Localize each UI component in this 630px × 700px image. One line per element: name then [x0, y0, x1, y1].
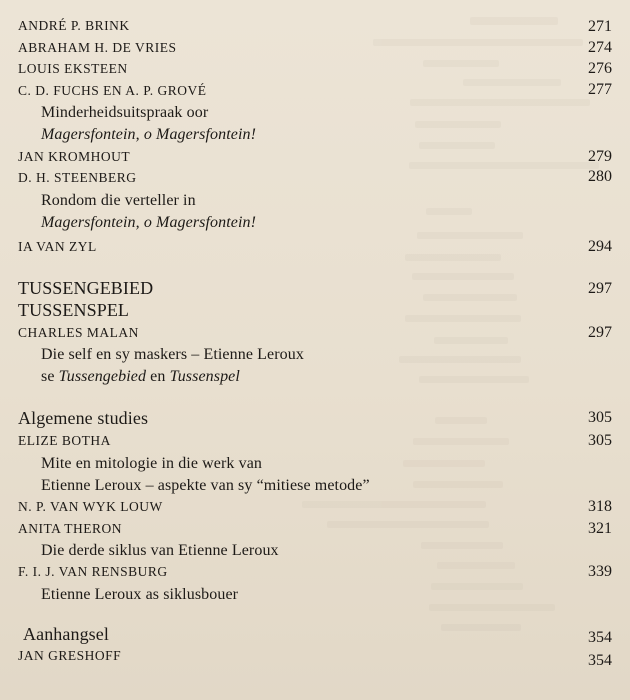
toc-entry [0, 560, 630, 584]
toc-subtitle-line [0, 364, 630, 388]
page-number: 321 [588, 520, 612, 537]
toc-entry [0, 644, 630, 668]
toc-subtitle-line [0, 342, 630, 366]
section-heading-row [0, 406, 630, 430]
author-name: JAN KROMHOUT [18, 149, 131, 164]
section-title: TUSSENGEBIED [18, 278, 154, 298]
toc-subtitle-line [0, 122, 630, 146]
section-title: TUSSENSPEL [18, 300, 130, 320]
article-title: Die self en sy maskers – Etienne Leroux [41, 346, 304, 363]
author-name: ABRAHAM H. DE VRIES [18, 40, 177, 55]
author-name: JAN GRESHOFF [18, 648, 122, 663]
toc-entry [0, 495, 630, 519]
author-name: ELIZE BOTHA [18, 433, 111, 448]
toc-entry [0, 166, 630, 190]
page-number: 339 [588, 563, 612, 580]
page-number: 276 [588, 60, 612, 77]
author-name: F. I. J. VAN RENSBURG [18, 564, 168, 579]
toc-subtitle-line [0, 451, 630, 475]
toc-subtitle-line [0, 473, 630, 497]
author-name: LOUIS EKSTEEN [18, 61, 128, 76]
page-number: 271 [588, 18, 612, 35]
page-number: 274 [588, 39, 612, 56]
title-join: en [146, 368, 170, 385]
page-number: 305 [588, 432, 612, 449]
author-name: C. D. FUCHS EN A. P. GROVÉ [18, 83, 207, 98]
article-title-mixed [41, 369, 240, 385]
article-title: Die derde siklus van Etienne Leroux [41, 542, 279, 559]
section-heading-row [0, 622, 630, 646]
title-prefix: se [41, 368, 59, 385]
section-title: Algemene studies [18, 408, 149, 428]
section-title: Aanhangsel [23, 624, 109, 644]
toc-subtitle-line [0, 188, 630, 212]
page-number: 305 [588, 409, 612, 426]
toc-subtitle-line [0, 582, 630, 606]
author-name: D. H. STEENBERG [18, 170, 137, 185]
article-title-italic: Magersfontein, o Magersfontein! [41, 214, 257, 231]
author-name: N. P. VAN WYK LOUW [18, 499, 163, 514]
title-italic-b: Tussenspel [169, 368, 240, 385]
toc-subtitle-line [0, 100, 630, 124]
author-name: CHARLES MALAN [18, 325, 139, 340]
article-title: Etienne Leroux as siklusbouer [41, 586, 239, 603]
article-title: Mite en mitologie in die werk van [41, 455, 263, 472]
toc-entry [0, 14, 630, 38]
author-name: ANITA THERON [18, 521, 123, 536]
page-number: 354 [588, 629, 612, 646]
section-heading-row [0, 276, 630, 300]
article-title-italic: Magersfontein, o Magersfontein! [41, 126, 257, 143]
toc-entry [0, 232, 630, 256]
article-title: Rondom die verteller in [41, 192, 196, 209]
toc-subtitle-line [0, 538, 630, 562]
page-number: 318 [588, 498, 612, 515]
page-number: 277 [588, 81, 612, 98]
toc-subtitle-line [0, 210, 630, 234]
section-heading-row [0, 298, 630, 322]
page-number: 280 [588, 168, 612, 185]
page-number: 354 [588, 652, 612, 669]
page-number: 297 [588, 280, 612, 297]
article-title: Minderheidsuitspraak oor [41, 104, 209, 121]
author-name: IA VAN ZYL [18, 239, 97, 254]
toc-entry [0, 429, 630, 453]
article-title: Etienne Leroux – aspekte van sy “mitiese metode” [41, 477, 370, 494]
title-italic-a: Tussengebied [58, 368, 147, 385]
author-name: ANDRÉ P. BRINK [18, 18, 130, 33]
page-number: 294 [588, 238, 612, 255]
page-number: 297 [588, 324, 612, 341]
page-number: 279 [588, 148, 612, 165]
toc-entry [0, 57, 630, 81]
